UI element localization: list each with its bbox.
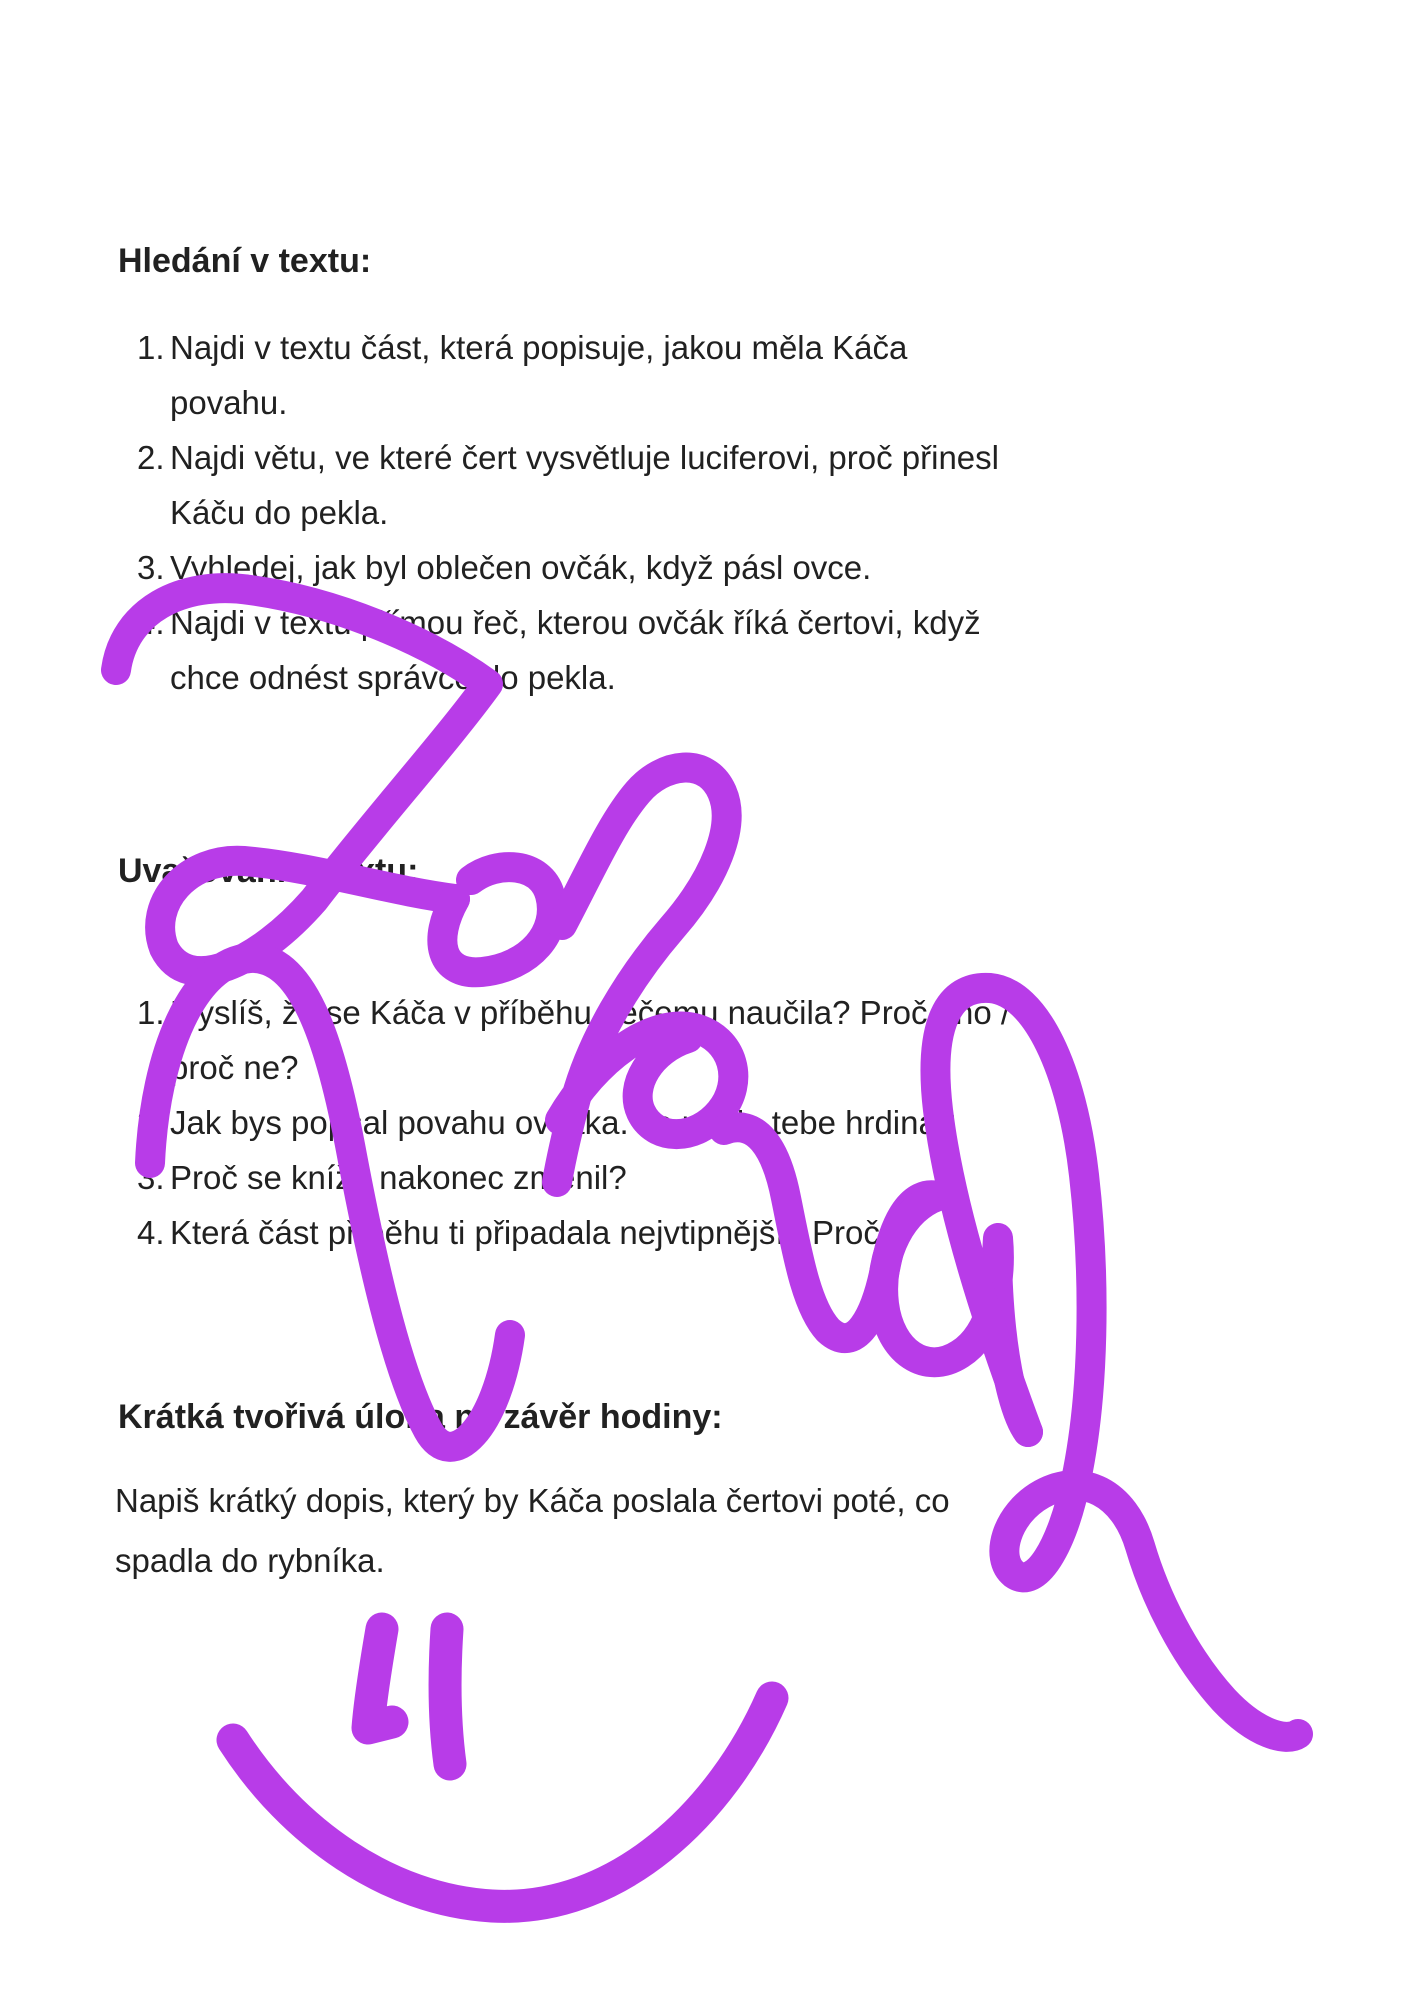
list-number: 2. — [137, 1104, 165, 1141]
text-line: Vyhledej, jak byl oblečen ovčák, když pásl ovce. — [170, 549, 872, 586]
list-item — [137, 595, 999, 705]
list-number: 4. — [137, 604, 165, 641]
list-number: 4. — [137, 1214, 165, 1251]
list-number: 1. — [137, 994, 165, 1031]
list-item — [137, 320, 999, 430]
list-number: 2. — [137, 439, 165, 476]
list-item — [137, 1150, 1010, 1205]
text-line: Která část příběhu ti připadala nejvtipnější? Proč? — [170, 1214, 899, 1251]
task-list-searching — [137, 320, 999, 705]
list-number: 1. — [137, 329, 165, 366]
text-line: Napiš krátký dopis, který by Káča poslala čertovi poté, co — [115, 1482, 950, 1519]
list-item — [137, 1095, 1010, 1150]
list-item — [137, 1205, 1010, 1260]
list-item — [137, 540, 999, 595]
section-heading-creative-task: Krátká tvořivá úloha na závěr hodiny: — [118, 1398, 723, 1437]
handwriting-letter-o — [442, 867, 552, 972]
section-heading-thinking-about-text: Uvažování o textu: — [118, 852, 419, 891]
list-item — [137, 430, 999, 540]
list-item — [137, 985, 1010, 1095]
text-line: Káču do pekla. — [170, 494, 389, 531]
list-number: 3. — [137, 549, 165, 586]
text-line: spadla do rybníka. — [115, 1542, 385, 1579]
section-heading-searching-in-text: Hledání v textu: — [118, 242, 372, 281]
creative-task-paragraph — [115, 1471, 950, 1591]
text-line: Myslíš, že se Káča v příběhu něčemu naučila? Proč ano / — [170, 994, 1011, 1031]
list-number: 3. — [137, 1159, 165, 1196]
smiley-right-eye — [445, 1629, 450, 1764]
text-line: povahu. — [170, 384, 288, 421]
text-line: Najdi větu, ve které čert vysvětluje luciferovi, proč přinesl — [170, 439, 999, 476]
text-line: Jak bys popsal povahu ovčáka. Je podle tebe hrdina? — [170, 1104, 956, 1141]
task-list-thinking — [137, 985, 1010, 1260]
smiley-mouth — [233, 1698, 772, 1906]
text-line: Najdi v textu část, která popisuje, jakou měla Káča — [170, 329, 908, 366]
text-line: Proč se kníže nakonec změnil? — [170, 1159, 627, 1196]
text-line: Najdi v textu přímou řeč, kterou ovčák říká čertovi, když — [170, 604, 981, 641]
text-line: proč ne? — [170, 1049, 299, 1086]
text-line: chce odnést správce do pekla. — [170, 659, 616, 696]
smiley-left-eye — [368, 1629, 392, 1728]
